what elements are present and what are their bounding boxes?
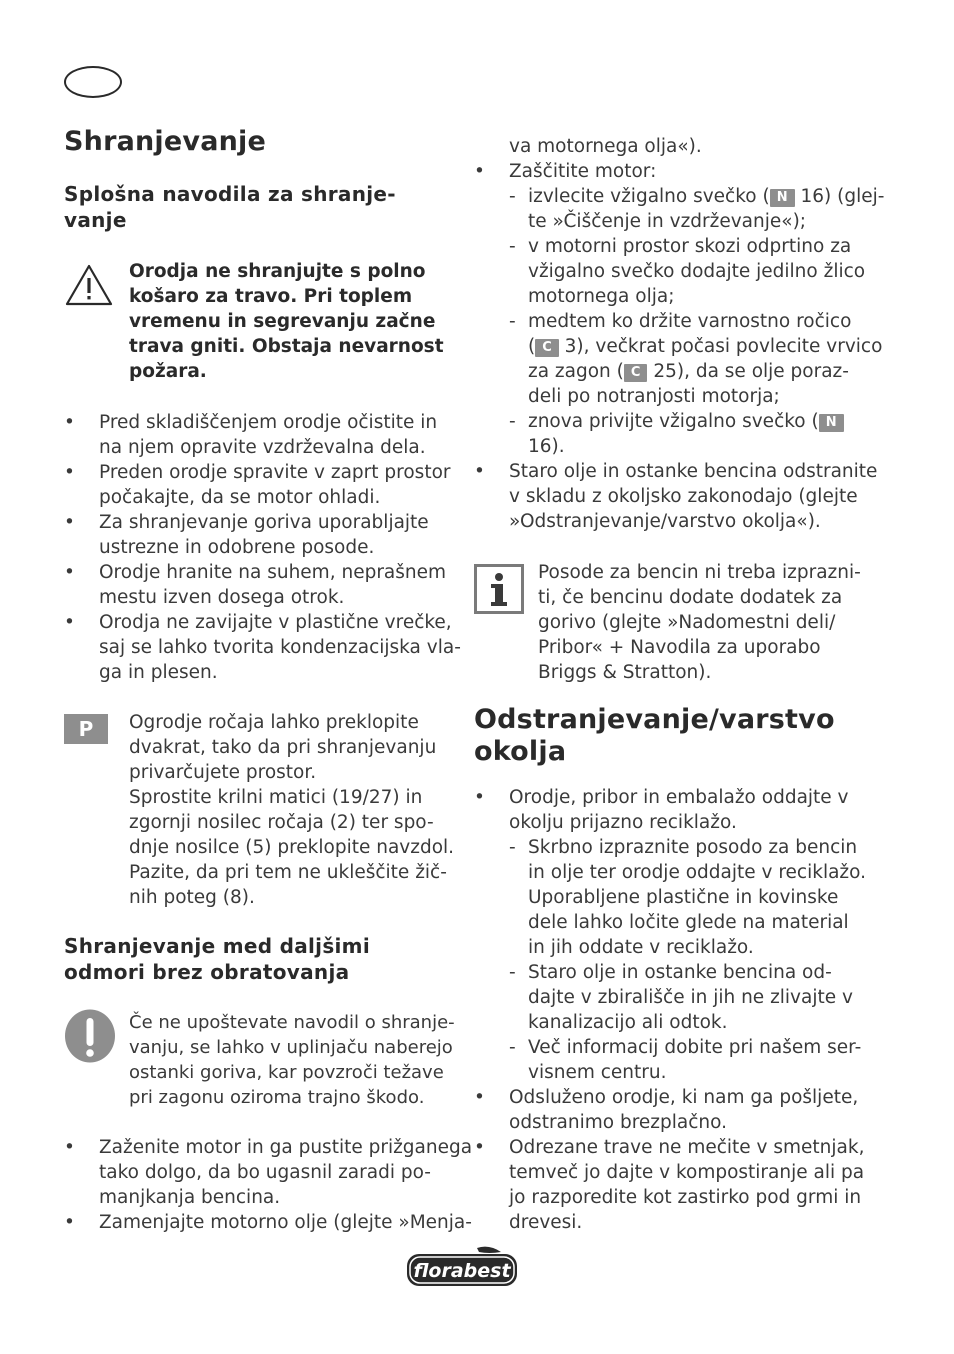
bullet-icon: • <box>474 787 485 808</box>
florabest-logo <box>405 1246 519 1288</box>
text-line: vanju, se lahko v uplinjaču naberejo <box>129 1037 453 1058</box>
figure-c-badge: C <box>535 339 559 357</box>
text-line: za zagon ( C 25), da se olje poraz- <box>528 361 849 382</box>
bullet-icon: • <box>474 1087 485 1108</box>
text-line: motornega olja; <box>528 286 675 307</box>
text-line: ga in plesen. <box>99 662 218 683</box>
caution-exclamation-icon <box>64 1009 116 1063</box>
text-line: nih poteg (8). <box>129 887 255 908</box>
list-item <box>474 459 878 534</box>
heading-line: odmori brez obratovanja <box>64 960 350 984</box>
text-line: Skrbno izpraznite posodo za bencin <box>528 837 858 858</box>
text-line: ustrezne in odobrene posode. <box>99 537 375 558</box>
bullet-icon: • <box>474 161 485 182</box>
language-oval <box>64 66 122 98</box>
bullet-icon: • <box>64 1137 75 1158</box>
list-item <box>64 610 461 685</box>
dash-item <box>509 409 874 459</box>
dash-icon: - <box>509 1037 516 1058</box>
heading-line: Odstranjevanje/varstvo <box>474 704 835 735</box>
text-line: ti, če bencinu dodate dodatek za <box>538 587 843 608</box>
text-line: te »Čiščenje in vzdrževanje«); <box>528 211 807 232</box>
page-title: Shranjevanje <box>64 126 266 157</box>
text-line: dele lahko ločite glede na material <box>528 912 849 933</box>
disposal-bullet-list <box>474 785 874 1235</box>
storage-bullet-list <box>64 410 461 685</box>
text-line: Orodje, pribor in embalažo oddajte v <box>509 787 849 808</box>
text-line: gorivo (glejte »Nadomestni deli/ <box>538 612 836 633</box>
bullet-icon: • <box>64 462 75 483</box>
text-line: mestu izven dosega otrok. <box>99 587 345 608</box>
text-line: Posode za bencin ni treba izprazni- <box>538 562 861 583</box>
list-item <box>474 1135 874 1235</box>
figure-n-badge: N <box>770 189 795 207</box>
text-line: pri zagonu oziroma trajno škodo. <box>129 1087 425 1108</box>
practical-tip-badge: P <box>64 714 108 744</box>
dash-item <box>509 835 874 960</box>
text-line: Preden orodje spravite v zaprt prostor <box>99 462 451 483</box>
text-line: košaro za travo. Pri toplem <box>129 286 413 307</box>
text-line: Pazite, da pri tem ne ukleščite žič- <box>129 862 447 883</box>
bullet-icon: • <box>64 1212 75 1233</box>
dash-item <box>509 309 883 409</box>
dash-icon: - <box>509 311 516 332</box>
text-line: dnje nosilce (5) preklopite navzdol. <box>129 837 455 858</box>
text-line: in jih oddate v reciklažo. <box>528 937 754 958</box>
text-line: Zaščitite motor: <box>509 161 657 182</box>
dash-item <box>509 1035 874 1085</box>
text-line: Staro olje in ostanke bencina odstranite <box>509 461 878 482</box>
text-line: odstranimo brezplačno. <box>509 1112 728 1133</box>
text-line: Zamenjajte motorno olje (glejte »Menja- <box>99 1212 472 1233</box>
text-line: ( C 3), večkrat počasi povlecite vrvico <box>528 336 883 357</box>
text-line: dvakrat, tako da pri shranjevanju <box>129 737 437 758</box>
list-item <box>64 1135 473 1210</box>
text-line: Ogrodje ročaja lahko preklopite <box>129 712 419 733</box>
text-line: Če ne upoštevate navodil o shranje- <box>129 1012 455 1033</box>
section-heading-general <box>64 181 396 233</box>
info-icon <box>474 564 524 614</box>
text-line: Pribor« + Navodila za uporabo <box>538 637 821 658</box>
long-storage-bullet-list <box>64 1135 473 1235</box>
dash-icon: - <box>509 236 516 257</box>
bullet-icon: • <box>64 562 75 583</box>
text-line: drevesi. <box>509 1212 583 1233</box>
caution-text <box>129 1010 455 1110</box>
text-line: kanalizacijo ali odtok. <box>528 1012 728 1033</box>
section-title-disposal <box>474 704 835 768</box>
text-line: Uporabljene plastične in kovinske <box>528 887 839 908</box>
text-line: Odrezane trave ne mečite v smetnjak, <box>509 1137 865 1158</box>
text-line: manjkanja bencina. <box>99 1187 281 1208</box>
text-line: na njem opravite vzdrževalna dela. <box>99 437 426 458</box>
text-line: trava gniti. Obstaja nevarnost <box>129 336 444 357</box>
text-line: 16). <box>528 436 565 457</box>
list-item <box>64 510 454 560</box>
warning-triangle-icon <box>64 263 114 307</box>
list-item <box>474 1085 874 1135</box>
text-line: »Odstranjevanje/varstvo okolja«). <box>509 511 821 532</box>
bullet-icon: • <box>64 412 75 433</box>
dash-item <box>509 184 885 234</box>
text-line: v motorni prostor skozi odprtino za <box>528 236 852 257</box>
text-line: tako dolgo, da bo ugasnil zaradi po- <box>99 1162 431 1183</box>
dash-icon: - <box>509 186 516 207</box>
section-heading-long-storage <box>64 933 370 985</box>
text-line: saj se lahko tvorita kondenzacijska vla- <box>99 637 461 658</box>
text-line: deli po notranjosti motorja; <box>528 386 780 407</box>
list-item <box>64 560 454 610</box>
text-line: požara. <box>129 361 207 382</box>
text-line: dajte v zbirališče in jih ne zlivajte v <box>528 987 853 1008</box>
text-line: ostanki goriva, kar povzroči težave <box>129 1062 444 1083</box>
text-line: Zaženite motor in ga pustite prižganega <box>99 1137 473 1158</box>
text-line: visnem centru. <box>528 1062 667 1083</box>
text-line: okolju prijazno reciklažo. <box>509 812 737 833</box>
text-line: in olje ter orodje oddajte v reciklažo. <box>528 862 867 883</box>
bullet-icon: • <box>64 512 75 533</box>
text-line: Pred skladiščenjem orodje očistite in <box>99 412 438 433</box>
text-line: zgornji nosilec ročaja (2) ter spo- <box>129 812 434 833</box>
info-text <box>538 560 861 685</box>
list-item <box>64 1210 472 1235</box>
text-line: Odsluženo orodje, ki nam ga pošljete, <box>509 1087 859 1108</box>
list-item <box>64 460 454 510</box>
text-line: medtem ko držite varnostno ročico <box>528 311 852 332</box>
motor-protection-section <box>474 134 885 534</box>
dash-icon: - <box>509 962 516 983</box>
text-line: Orodje hranite na suhem, neprašnem <box>99 562 447 583</box>
dash-item <box>509 960 874 1035</box>
practical-tip-text <box>129 710 454 910</box>
bullet-icon: • <box>474 1137 485 1158</box>
dash-icon: - <box>509 411 516 432</box>
text-line: va motornega olja«). <box>509 136 702 157</box>
heading-line: Splošna navodila za shranje- <box>64 182 396 206</box>
warning-text <box>129 259 444 384</box>
heading-line: okolja <box>474 736 567 767</box>
text-line: Sprostite krilni matici (19/27) in <box>129 787 423 808</box>
heading-line: vanje <box>64 208 127 232</box>
list-item <box>474 785 874 1085</box>
text-line: Orodja ne shranjujte s polno <box>129 261 426 282</box>
text-line: v skladu z okoljsko zakonodajo (glejte <box>509 486 858 507</box>
heading-line: Shranjevanje med daljšimi <box>64 934 370 958</box>
bullet-icon: • <box>64 612 75 633</box>
text-line: Več informacij dobite pri našem ser- <box>528 1037 862 1058</box>
text-line: izvlecite vžigalno svečko ( N 16) (glej- <box>528 186 885 207</box>
bullet-icon: • <box>474 461 485 482</box>
logo-text: florabest <box>413 1260 511 1282</box>
list-item <box>64 410 454 460</box>
text-line: vremenu in segrevanju začne <box>129 311 436 332</box>
text-line: Briggs & Stratton). <box>538 662 712 683</box>
text-line: vžigalno svečko dodajte jedilno žlico <box>528 261 866 282</box>
text-line: temveč jo dajte v kompostiranje ali pa <box>509 1162 865 1183</box>
list-item <box>474 159 885 459</box>
text-line: počakajte, da se motor ohladi. <box>99 487 381 508</box>
text-line: Za shranjevanje goriva uporabljajte <box>99 512 429 533</box>
text-line: Orodja ne zavijajte v plastične vrečke, <box>99 612 452 633</box>
dash-item <box>509 234 874 309</box>
text-line: jo razporedite kot zastirko pod grmi in <box>509 1187 862 1208</box>
text-line: Staro olje in ostanke bencina od- <box>528 962 832 983</box>
text-line: privarčujete prostor. <box>129 762 317 783</box>
figure-n-badge: N <box>819 414 844 432</box>
text-line: znova privijte vžigalno svečko ( N <box>528 409 874 434</box>
figure-c-badge: C <box>624 364 648 382</box>
dash-icon: - <box>509 837 516 858</box>
